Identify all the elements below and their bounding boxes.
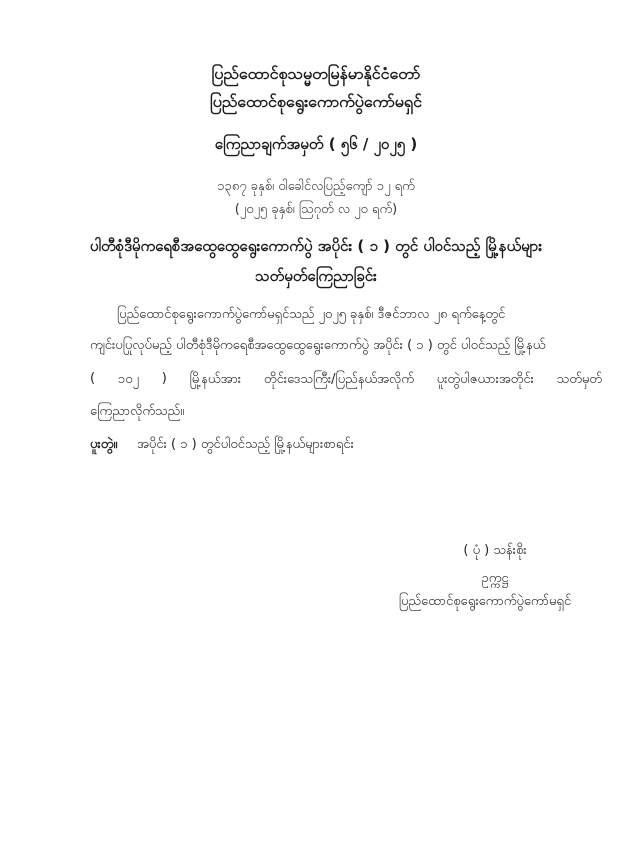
signature-title: ဥက္ကဋ္ဌ [481,571,509,586]
attachment-label: ပူးတွဲ။ [90,437,118,452]
subject-line-1: ပါတီစုံဒီမိုကရေစီအထွေထွေရွေးကောက်ပွဲ အပိုင်း ( ၁ ) တွင် ပါဝင်သည့် မြို့နယ်များ [89,237,543,255]
header-commission: ပြည်ထောင်စုရွေးကောက်ပွဲကော်မရှင် [210,92,422,111]
date-myanmar: ၁၃၈၇ ခုနှစ်၊ ဝါခေါင်လပြည့်ကျော် ၁၂ ရက် [217,179,415,194]
paragraph-line-3-part: မြို့နယ်အား [189,372,242,387]
announcement-number: ကြေညာချက်အမှတ် ( ၅၆ / ၂၀၂၅ ) [214,135,418,153]
paragraph-line-3-part: ၁၀၂ [117,372,139,387]
paragraph-line-4: ကြေညာလိုက်သည်။ [90,404,185,419]
paragraph-line-1: ပြည်ထောင်စုရွေးကောက်ပွဲကော်မရှင်သည် ၂၀၂၅ ခုနှစ်၊ ဒီဇင်ဘာလ ၂၈ ရက်နေ့တွင် [117,307,506,322]
signature-organization: ပြည်ထောင်စုရွေးကောက်ပွဲကော်မရှင် [398,594,572,609]
paragraph-line-2: ကျင်းပပြုလုပ်မည့် ပါတီစုံဒီမိုကရေစီအထွေထွေရွေးကောက်ပွဲ အပိုင်း ( ၁ ) တွင် ပါဝင်သည့် မြို့နယ် [90,338,546,353]
subject-line-2: သတ်မှတ်ကြေညာခြင်း [255,267,377,285]
signature-name: ( ပုံ ) သန်းစိုး [463,543,527,558]
attachment-text: အပိုင်း ( ၁ ) တွင်ပါဝင်သည့် မြို့နယ်များစာရင်း [137,437,354,452]
paragraph-line-3-part: ) [161,371,167,386]
date-gregorian: (၂၀၂၅ ခုနှစ်၊ ဩဂုတ် လ ၂၀ ရက်) [234,202,398,217]
paragraph-line-3-part: သတ်မှတ် [556,372,602,387]
header-country: ပြည်ထောင်စုသမ္မတမြန်မာနိုင်ငံတော် [211,64,421,83]
paragraph-line-3 [90,371,602,390]
paragraph-line-3-part: ( [90,371,96,386]
paragraph-line-3-part: တိုင်းဒေသကြီး/ပြည်နယ်အလိုက် [263,372,414,387]
paragraph-line-3-part: ပူးတွဲပါဇယားအတိုင်း [436,372,534,387]
